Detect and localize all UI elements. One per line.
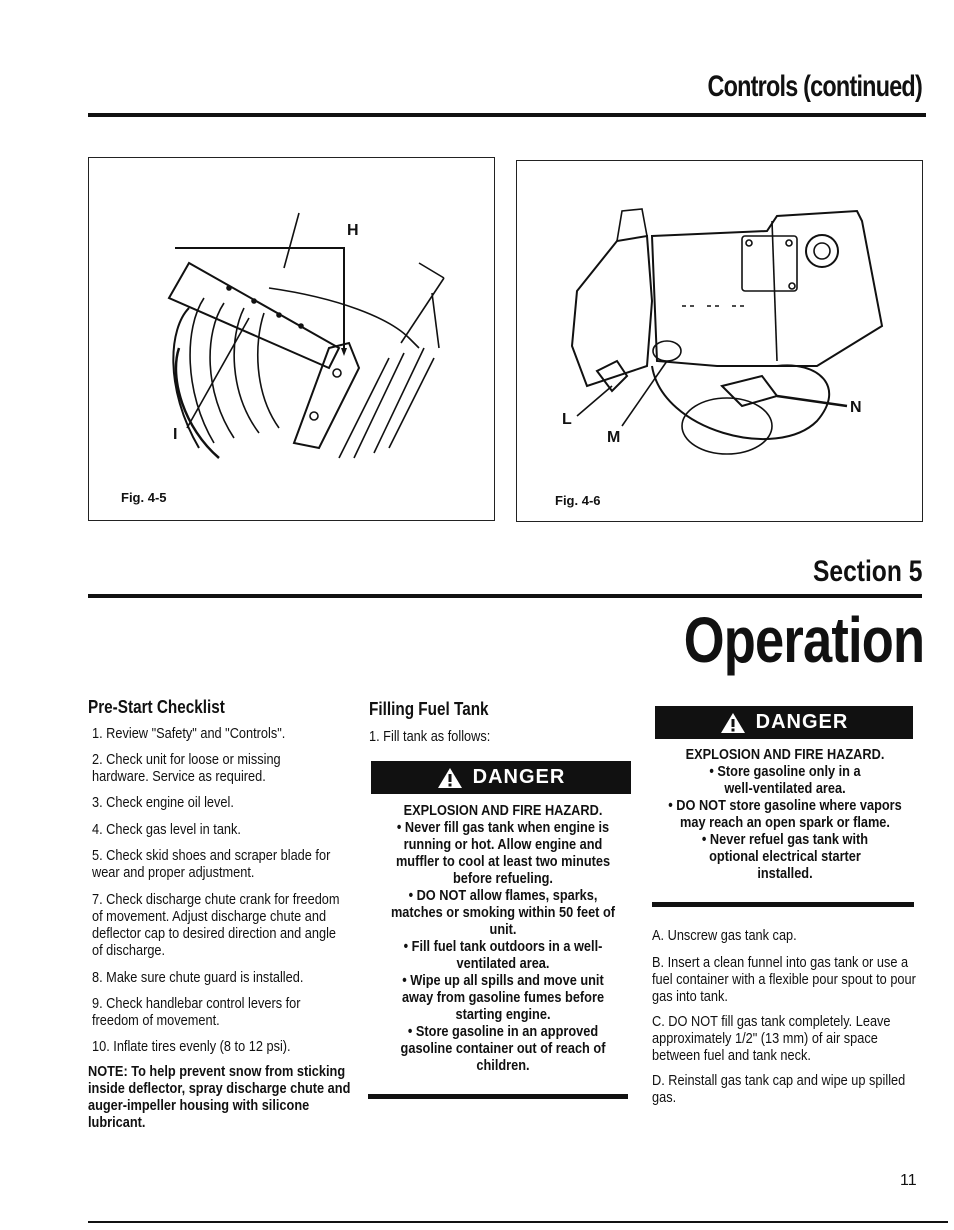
callout-n: N [850, 399, 862, 416]
fuel-step: B. Insert a clean funnel into gas tank or use a fuel container with a flexible pour spout to pour gas into tank. [652, 955, 916, 1005]
checklist-item: 3. Check engine oil level. [92, 795, 234, 811]
auger-illustration [89, 158, 494, 520]
section-title: Operation [683, 604, 924, 676]
checklist-item: 10. Inflate tires evenly (8 to 12 psi). [92, 1039, 291, 1055]
warning-line: • DO NOT store gasoline where vapors may reach an open spark or flame. [668, 798, 902, 831]
warning-line: • Never fill gas tank when engine is running or hot. Allow engine and muffler to cool at least two minutes before refueling. [395, 820, 611, 887]
checklist-item: 8. Make sure chute guard is installed. [92, 970, 304, 986]
warning-triangle-icon [437, 767, 463, 789]
checklist-item: 7. Check discharge chute crank for freedom of movement. Adjust discharge chute and deflector cap to desired direction and angle of discharge. [92, 892, 340, 959]
figure-label: Fig. 4-5 [121, 490, 167, 505]
figure-4-6 [516, 160, 923, 522]
callout-i: I [173, 426, 178, 443]
fuel-intro: 1. Fill tank as follows: [369, 729, 491, 745]
warning-line: • Fill fuel tank outdoors in a well-ventilated area. [403, 939, 603, 972]
section-rule [88, 594, 922, 598]
fuel-step: D. Reinstall gas tank cap and wipe up spilled gas. [652, 1073, 906, 1106]
figure-label: Fig. 4-6 [555, 493, 601, 508]
fuel-step: C. DO NOT fill gas tank completely. Leave approximately 1/2" (13 mm) of air space between fuel and tank neck. [652, 1014, 891, 1064]
warning-line: EXPLOSION AND FIRE HAZARD. [403, 803, 603, 819]
header-rule [88, 113, 926, 117]
checklist-item: 9. Check handlebar control levers for freedom of movement. [92, 996, 301, 1029]
warning-line: • Never refuel gas tank with optional electrical starter installed. [701, 832, 869, 882]
checklist-note: NOTE: To help prevent snow from sticking inside deflector, spray discharge chute and auger-impeller housing with silicone lubricant. [88, 1064, 351, 1131]
fuel-warning-block [372, 803, 634, 1075]
warning-line: • DO NOT allow flames, sparks, matches or smoking within 50 feet of unit. [390, 888, 616, 938]
warning-line: EXPLOSION AND FIRE HAZARD. [685, 747, 885, 763]
page-header-title: Controls (continued) [707, 70, 922, 103]
checklist-heading: Pre-Start Checklist [88, 697, 225, 717]
storage-warning-rule [652, 902, 914, 907]
fuel-heading: Filling Fuel Tank [369, 699, 489, 719]
checklist-item: 2. Check unit for loose or missing hardware. Service as required. [92, 752, 281, 785]
callout-m: M [607, 429, 621, 446]
callout-l: L [562, 411, 572, 428]
engine-illustration [517, 161, 922, 521]
danger-banner [655, 706, 913, 739]
checklist-item: 1. Review "Safety" and "Controls". [92, 726, 286, 742]
checklist-item: 4. Check gas level in tank. [92, 822, 241, 838]
fuel-warning-rule [368, 1094, 628, 1099]
warning-line: • Store gasoline only in a well-ventilated area. [709, 764, 861, 797]
fuel-step: A. Unscrew gas tank cap. [652, 928, 797, 944]
warning-line: • Store gasoline in an approved gasoline container out of reach of children. [400, 1024, 606, 1074]
footer-rule [88, 1221, 948, 1223]
warning-line: • Wipe up all spills and move unit away from gasoline fumes before starting engine. [401, 973, 605, 1023]
figure-4-5 [88, 157, 495, 521]
danger-label: DANGER [755, 711, 849, 733]
warning-triangle-icon [720, 712, 746, 734]
storage-warning-block [652, 747, 918, 883]
danger-label: DANGER [472, 766, 566, 788]
page-number: 11 [900, 1172, 917, 1189]
danger-banner [371, 761, 631, 794]
section-label: Section 5 [812, 555, 922, 588]
callout-h: H [347, 222, 359, 239]
checklist-item: 5. Check skid shoes and scraper blade for wear and proper adjustment. [92, 848, 331, 881]
